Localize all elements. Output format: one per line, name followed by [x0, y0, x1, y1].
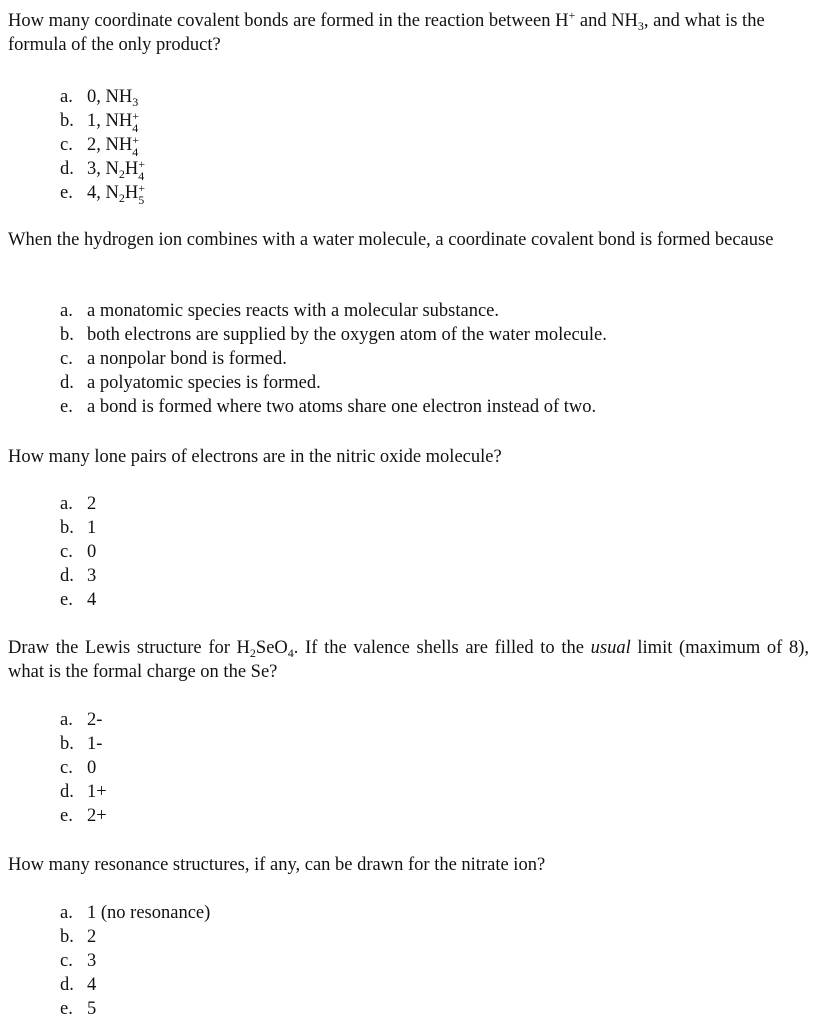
- option-d: d. 3, $N_2H$ 4 +: [60, 157, 146, 183]
- option-a: a. a monatomic species reacts with a molecular substance.: [60, 301, 499, 321]
- question-2-stem: When the hydrogen ion combines with a water molecule, a coordinate covalent bond is formed because: [8, 230, 774, 250]
- option-a: a. 1 (no resonance): [60, 903, 211, 923]
- option-c: c. 3: [60, 951, 97, 971]
- option-text: 2: [87, 494, 97, 514]
- option-e: e. 4: [60, 590, 97, 610]
- option-text: 0: [87, 758, 97, 778]
- option-text: 0: [87, 542, 97, 562]
- option-d: d. 4: [60, 975, 97, 995]
- option-text: 1, NH 4 +: [87, 109, 140, 135]
- option-text: a nonpolar bond is formed.: [87, 349, 287, 369]
- option-text: 2-: [87, 710, 103, 730]
- option-text: 1: [87, 518, 97, 538]
- option-a: a. 2-: [60, 710, 103, 730]
- option-text: a polyatomic species is formed.: [87, 373, 321, 393]
- option-b: b. 1-: [60, 734, 103, 754]
- option-text: 1 (no resonance): [87, 903, 211, 923]
- option-b: b. 2: [60, 927, 97, 947]
- question-1-stem: How many coordinate covalent bonds are formed in the reaction between H+ and $NH_3$, and what is the formula of the only product?: [8, 8, 765, 55]
- option-text: 1-: [87, 734, 103, 754]
- question-3: [8, 445, 809, 469]
- option-d: d. 3: [60, 566, 97, 586]
- option-a: a. 2: [60, 494, 97, 514]
- option-text: 0, $NH_3$: [87, 87, 139, 109]
- question-4: [8, 636, 809, 684]
- question-5-stem: How many resonance structures, if any, can be drawn for the nitrate ion?: [8, 855, 546, 875]
- option-e: e. 2+: [60, 806, 107, 826]
- option-text: 3: [87, 566, 97, 586]
- question-4-options: [60, 708, 107, 828]
- option-b: b. 1: [60, 518, 97, 538]
- option-c: c. 2, NH 4 +: [60, 133, 140, 159]
- option-text: 4, $N_2H$ 5 +: [87, 181, 146, 207]
- question-3-stem: How many lone pairs of electrons are in the nitric oxide molecule?: [8, 447, 502, 467]
- option-text: 1+: [87, 782, 107, 802]
- option-text: both electrons are supplied by the oxygen atom of the water molecule.: [87, 325, 607, 345]
- question-3-options: [60, 492, 96, 612]
- option-text: a monatomic species reacts with a molecular substance.: [87, 301, 499, 321]
- option-e: e. 5: [60, 999, 97, 1019]
- option-text: a bond is formed where two atoms share one electron instead of two.: [87, 397, 597, 417]
- option-e: e. 4, $N_2H$ 5 +: [60, 181, 146, 207]
- option-b: b. 1, NH 4 +: [60, 109, 140, 135]
- question-2-options: [60, 299, 607, 419]
- option-c: c. 0: [60, 758, 97, 778]
- option-b: b. both electrons are supplied by the oxygen atom of the water molecule.: [60, 325, 607, 345]
- option-c: c. 0: [60, 542, 97, 562]
- option-e: e. a bond is formed where two atoms share one electron instead of two.: [60, 397, 597, 417]
- option-text: 2, NH 4 +: [87, 133, 140, 159]
- option-c: c. a nonpolar bond is formed.: [60, 349, 287, 369]
- option-text: 4: [87, 590, 97, 610]
- option-text: 3, $N_2H$ 4 +: [87, 157, 146, 183]
- question-1: [8, 9, 809, 57]
- option-d: d. 1+: [60, 782, 107, 802]
- option-d: d. a polyatomic species is formed.: [60, 373, 321, 393]
- question-2: [8, 228, 809, 252]
- question-1-options: [60, 85, 146, 205]
- option-text: 5: [87, 999, 97, 1019]
- option-a: a. 0, $NH_3$: [60, 87, 139, 109]
- option-text: 3: [87, 951, 97, 971]
- option-text: 2+: [87, 806, 107, 826]
- question-4-stem: Draw the Lewis structure for $H_2SeO_4$. If the valence shells are filled to the usual limit (maximum of 8), what is the formal charge on the Se?: [8, 638, 809, 682]
- option-text: 2: [87, 927, 97, 947]
- question-5: [8, 853, 809, 877]
- option-text: 4: [87, 975, 97, 995]
- question-5-options: [60, 901, 210, 1021]
